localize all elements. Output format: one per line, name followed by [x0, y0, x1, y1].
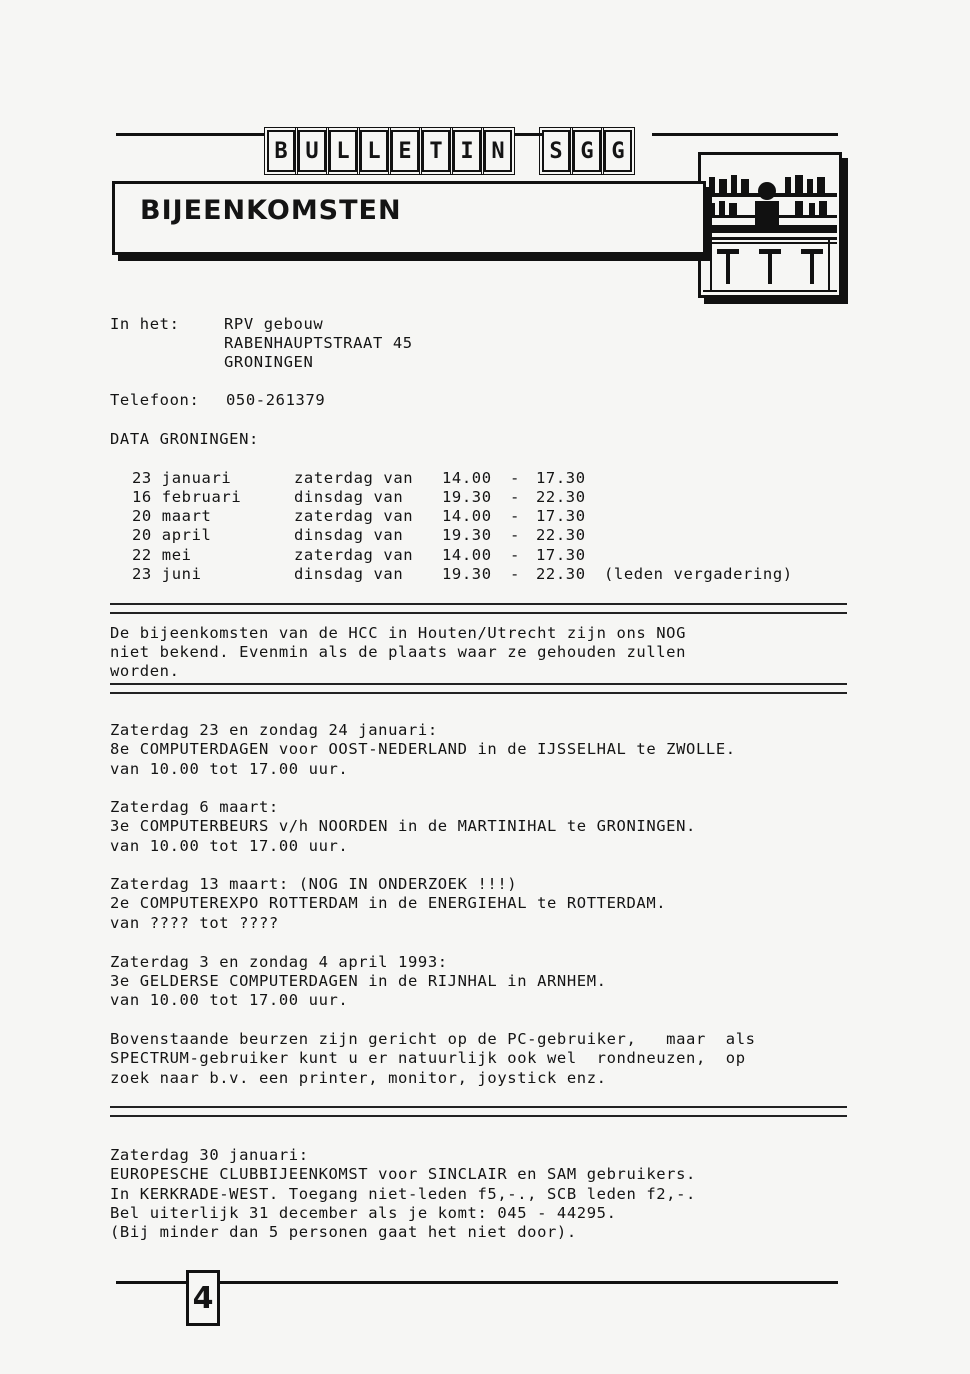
day-cell: dinsdag van [294, 526, 404, 544]
masthead-letter: L [329, 130, 357, 172]
day-cell: zaterdag van [294, 546, 414, 564]
masthead-letter: T [422, 130, 450, 172]
dates-heading: DATA GRONINGEN: [110, 430, 259, 448]
masthead-letter: B [267, 130, 295, 172]
date-cell: 22 mei [132, 546, 192, 564]
hcc-notice-line: De bijeenkomsten van de HCC in Houten/Utrecht zijn ons NOG [110, 624, 687, 642]
event-title: 8e COMPUTERDAGEN voor OOST-NEDERLAND in de IJSSELHAL te ZWOLLE. [110, 740, 736, 758]
date-cell: 23 juni [132, 565, 202, 583]
time-to-cell: 22.30 [536, 526, 586, 544]
time-to-cell: 17.30 [536, 507, 586, 525]
divider [110, 1106, 847, 1117]
bartender-icon [701, 155, 839, 295]
event-date: Zaterdag 3 en zondag 4 april 1993: [110, 953, 448, 971]
masthead-letter: U [298, 130, 326, 172]
day-cell: dinsdag van [294, 488, 404, 506]
club-event-line: Zaterdag 30 januari: [110, 1146, 309, 1164]
pc-notice-line: SPECTRUM-gebruiker kunt u er natuurlijk ook wel rondneuzen, op [110, 1049, 746, 1067]
time-from-cell: 14.00 [442, 507, 492, 525]
pc-notice-line: Bovenstaande beurzen zijn gericht op de PC-gebruiker, maar als [110, 1030, 756, 1048]
club-event-line: (Bij minder dan 5 personen gaat het niet door). [110, 1223, 577, 1241]
time-to-cell: 22.30 [536, 488, 586, 506]
event-date: Zaterdag 13 maart: (NOG IN ONDERZOEK !!!) [110, 875, 518, 893]
event-time: van ???? tot ???? [110, 914, 279, 932]
event-title: 3e GELDERSE COMPUTERDAGEN in de RIJNHAL in ARNHEM. [110, 972, 607, 990]
time-to-cell: 17.30 [536, 469, 586, 487]
date-cell: 20 april [132, 526, 212, 544]
date-cell: 16 februari [132, 488, 242, 506]
date-cell: 20 maart [132, 507, 212, 525]
event-title: 2e COMPUTEREXPO ROTTERDAM in de ENERGIEHAL te ROTTERDAM. [110, 894, 667, 912]
masthead-logo [267, 127, 632, 175]
event-date: Zaterdag 6 maart: [110, 798, 279, 816]
bulletin-page: B U L L E T I N S G G BIJEENKOMSTEN In het: RPV gebouw RABENHAUPTSTRAAT 45 GRONINGEN Telefoon: 050-261379 DATA GRONINGEN: 23 januari zaterdag van 14.00 - 17.30 16 februari dinsdag van 19.30 - 22.30 20 maart zaterdag van 14.00 - 17.30 20 april dinsdag van 19.30 - 22.30 22 mei zaterdag van 14.00 - 17.30 23 juni dinsdag van 19.30 - 22.30 (leden vergadering) De bijeenkomsten van de HCC in Houten/Utrecht zijn ons NOG niet bekend. Evenmin als de plaats waar ze gehouden zullen worden. Zaterdag 23 en zondag 24 januari: 8e COMPUTERDAGEN voor OOST-NEDERLAND in de IJSSELHAL te ZWOLLE. van 10.00 tot 17.00 uur. Zaterdag 6 maart: 3e COMPUTERBEURS v/h NOORDEN in de MARTINIHAL te GRONINGEN. van 10.00 tot 17.00 uur. Zaterdag 13 maart: (NOG IN ONDERZOEK !!!) 2e COMPUTEREXPO ROTTERDAM in de ENERGIEHAL te ROTTERDAM. van ???? tot ???? Zaterdag 3 en zondag 4 april 1993: 3e GELDERSE COMPUTERDAGEN in de RIJNHAL in ARNHEM. van 10.00 tot 17.00 uur. Bovenstaande beurzen zijn gericht op de PC-gebruiker, maar als SPECTRUM-gebruiker kunt u er natuurlijk ook wel rondneuzen, op zoek naar b.v. een printer, monitor, joystick enz. Zaterdag 30 januari: EUROPESCHE CLUBBIJEENKOMST voor SINCLAIR en SAM gebruikers. In KERKRADE-WEST. Toegang niet-leden f5,-., SCB leden f2,-. Bel uiterlijk 31 december als je komt: 045 - 44295. (Bij minder dan 5 personen gaat het niet door). 4 [0, 0, 970, 1374]
divider [110, 603, 847, 614]
day-cell: zaterdag van [294, 469, 414, 487]
masthead-letter: G [604, 130, 632, 172]
footer-rule [116, 1281, 838, 1284]
club-event-line: In KERKRADE-WEST. Toegang niet-leden f5,-., SCB leden f2,-. [110, 1185, 696, 1203]
hcc-notice-line: worden. [110, 662, 180, 680]
event-time: van 10.00 tot 17.00 uur. [110, 991, 349, 1009]
section-title: BIJEENKOMSTEN [140, 195, 402, 226]
masthead-letter: G [573, 130, 601, 172]
masthead-letter: S [542, 130, 570, 172]
time-to-cell: 17.30 [536, 546, 586, 564]
pc-notice-line: zoek naar b.v. een printer, monitor, joystick enz. [110, 1069, 607, 1087]
time-to-cell: 22.30 [536, 565, 586, 583]
header-rule-right [652, 133, 838, 136]
location-line: GRONINGEN [224, 353, 314, 371]
masthead-letter: I [453, 130, 481, 172]
club-event-line: EUROPESCHE CLUBBIJEENKOMST voor SINCLAIR en SAM gebruikers. [110, 1165, 696, 1183]
event-time: van 10.00 tot 17.00 uur. [110, 837, 349, 855]
hcc-notice-line: niet bekend. Evenmin als de plaats waar ze gehouden zullen [110, 643, 687, 661]
day-cell: zaterdag van [294, 507, 414, 525]
row-note: (leden vergadering) [604, 565, 793, 583]
masthead-letter: E [391, 130, 419, 172]
location-line: RABENHAUPTSTRAAT 45 [224, 334, 413, 352]
date-cell: 23 januari [132, 469, 232, 487]
time-from-cell: 14.00 [442, 469, 492, 487]
location-line: RPV gebouw [224, 315, 324, 333]
masthead-word-bulletin [267, 130, 512, 172]
masthead-letter: N [484, 130, 512, 172]
day-cell: dinsdag van [294, 565, 404, 583]
time-from-cell: 14.00 [442, 546, 492, 564]
event-date: Zaterdag 23 en zondag 24 januari: [110, 721, 438, 739]
header-rule-left [116, 133, 264, 136]
event-time: van 10.00 tot 17.00 uur. [110, 760, 349, 778]
masthead-letter: L [360, 130, 388, 172]
phone-label: Telefoon: [110, 391, 200, 409]
page-number: 4 [186, 1270, 220, 1326]
time-from-cell: 19.30 [442, 526, 492, 544]
time-from-cell: 19.30 [442, 488, 492, 506]
time-from-cell: 19.30 [442, 565, 492, 583]
location-label: In het: [110, 315, 180, 333]
phone-number: 050-261379 [226, 391, 326, 409]
event-title: 3e COMPUTERBEURS v/h NOORDEN in de MARTINIHAL te GRONINGEN. [110, 817, 696, 835]
divider [110, 683, 847, 694]
masthead-word-sgg [542, 130, 632, 172]
club-event-line: Bel uiterlijk 31 december als je komt: 045 - 44295. [110, 1204, 617, 1222]
bar-illustration [698, 152, 842, 298]
